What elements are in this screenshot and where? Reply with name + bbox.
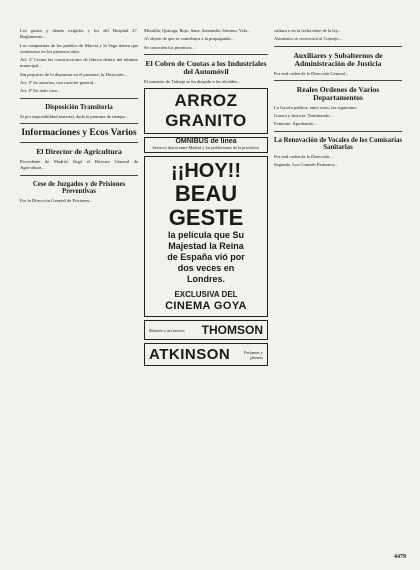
paragraph: Si por imposibilidad material, dada la premura de tiempo... — [20, 113, 129, 119]
paragraph: Se conceden los permisos... — [144, 44, 195, 50]
paragraph: La Gaceta publica, entre otras, las siguientes: — [274, 104, 358, 110]
column-2 — [144, 28, 268, 369]
advertisement-atkinson — [144, 343, 268, 366]
ad-text: Motores y accesorios — [149, 327, 185, 333]
article-heading: El Director de Agricultura — [36, 147, 122, 157]
article-heading: Cese de Juzgados y de Prisiones Preventivas — [32, 180, 126, 195]
divider — [274, 80, 402, 81]
ad-tagline: de España vió por — [167, 252, 245, 263]
divider — [274, 131, 402, 132]
advertisement-arroz — [144, 88, 268, 134]
paragraph: Sin perjuicio de lo dispuesto en el presente, la Dirección... — [20, 71, 128, 77]
column-1 — [20, 28, 138, 206]
divider — [274, 46, 402, 47]
ad-tagline: Majestad la Reina — [168, 241, 244, 252]
article-heading: El Cobro de Cuotas a los Industriales del Automóvil — [145, 58, 267, 76]
ad-tagline: dos veces en — [177, 263, 235, 274]
advertisement-omnibus — [144, 137, 268, 153]
ad-exclusive: EXCLUSIVA DEL — [174, 290, 238, 300]
divider — [20, 98, 138, 99]
divider — [144, 54, 268, 55]
ad-tagline: la película que Su — [167, 230, 245, 241]
ad-headline: ATKINSON — [149, 346, 231, 364]
paragraph: Procedente de Madrid, llegó el Director General de Agricultura... — [20, 159, 138, 171]
paragraph: Montilla, Quiroga, Rojo, Sanz, Santander, Serrano, Vela... — [144, 28, 251, 33]
ad-tagline: Londres. — [186, 274, 225, 285]
column-3 — [274, 28, 402, 171]
paragraph: Guerra y Justicia. Nombrando... — [274, 113, 333, 119]
ad-today: ¡¡HOY!! — [171, 160, 241, 183]
ad-text: Servicio diario entre Madrid y las poblaciones de la provincia. — [152, 145, 260, 151]
ad-text: Perfumes y jabones — [244, 349, 263, 360]
movie-title: BEAU GESTE — [168, 181, 244, 231]
article-heading: La Renovación de Vocales de los Comisarias Sanitarias — [274, 136, 403, 151]
paragraph: cultura o en la fecha tiene de la ley... — [274, 28, 342, 33]
paragraph: Las compuertas de los pueblos de Murcia y la Vega tienen que construirse en los primeros años. — [20, 42, 138, 54]
paragraph: Art. 2º Contra las construcciones de fábrica dentro del término municipal... — [20, 57, 138, 69]
divider — [20, 142, 138, 143]
divider — [20, 175, 138, 176]
ad-headline: THOMSON — [201, 323, 263, 338]
paragraph: Por real orden de la Dirección... — [274, 153, 333, 159]
paragraph: Asimismo se convocará al Consejo... — [274, 36, 343, 42]
section-heading: Disposición Transitoria — [45, 103, 113, 111]
ad-headline: ARROZ GRANITO — [165, 91, 247, 131]
paragraph: Los gastos y demás exigidos y los del Hospital 27. Reglamento... — [20, 28, 138, 40]
article-heading: Auxiliares y Subalternos de Administración de Justicia — [293, 50, 383, 68]
paragraph: Por real orden de la Dirección General... — [274, 70, 349, 76]
paragraph: Al objeto de que se contribuya a la propaganda... — [144, 36, 234, 42]
paragraph: Por la Dirección General de Prisiones... — [20, 197, 93, 203]
paragraph: Segundo. Los Comités Paritarios... — [274, 162, 338, 168]
divider — [20, 123, 138, 124]
cinema-name: CINEMA GOYA — [165, 300, 247, 313]
paragraph: Fomento. Aprobando... — [274, 121, 317, 127]
advertisement-thomson — [144, 320, 268, 340]
page-number: 4479 — [394, 554, 406, 560]
ad-headline: OMNIBUS de línea — [175, 138, 237, 146]
article-heading: Reales Ordenes de Varios Departamentos — [296, 84, 380, 102]
paragraph: Art. 4º En todo caso... — [20, 88, 61, 94]
section-heading: Informaciones y Ecos Varios — [21, 128, 137, 139]
paragraph: Art. 3º Se autoriza, con carácter general... — [20, 80, 97, 86]
advertisement-movie — [144, 156, 268, 317]
paragraph: El ministro de Trabajo se ha dirigido a los alcaldes... — [144, 78, 241, 84]
